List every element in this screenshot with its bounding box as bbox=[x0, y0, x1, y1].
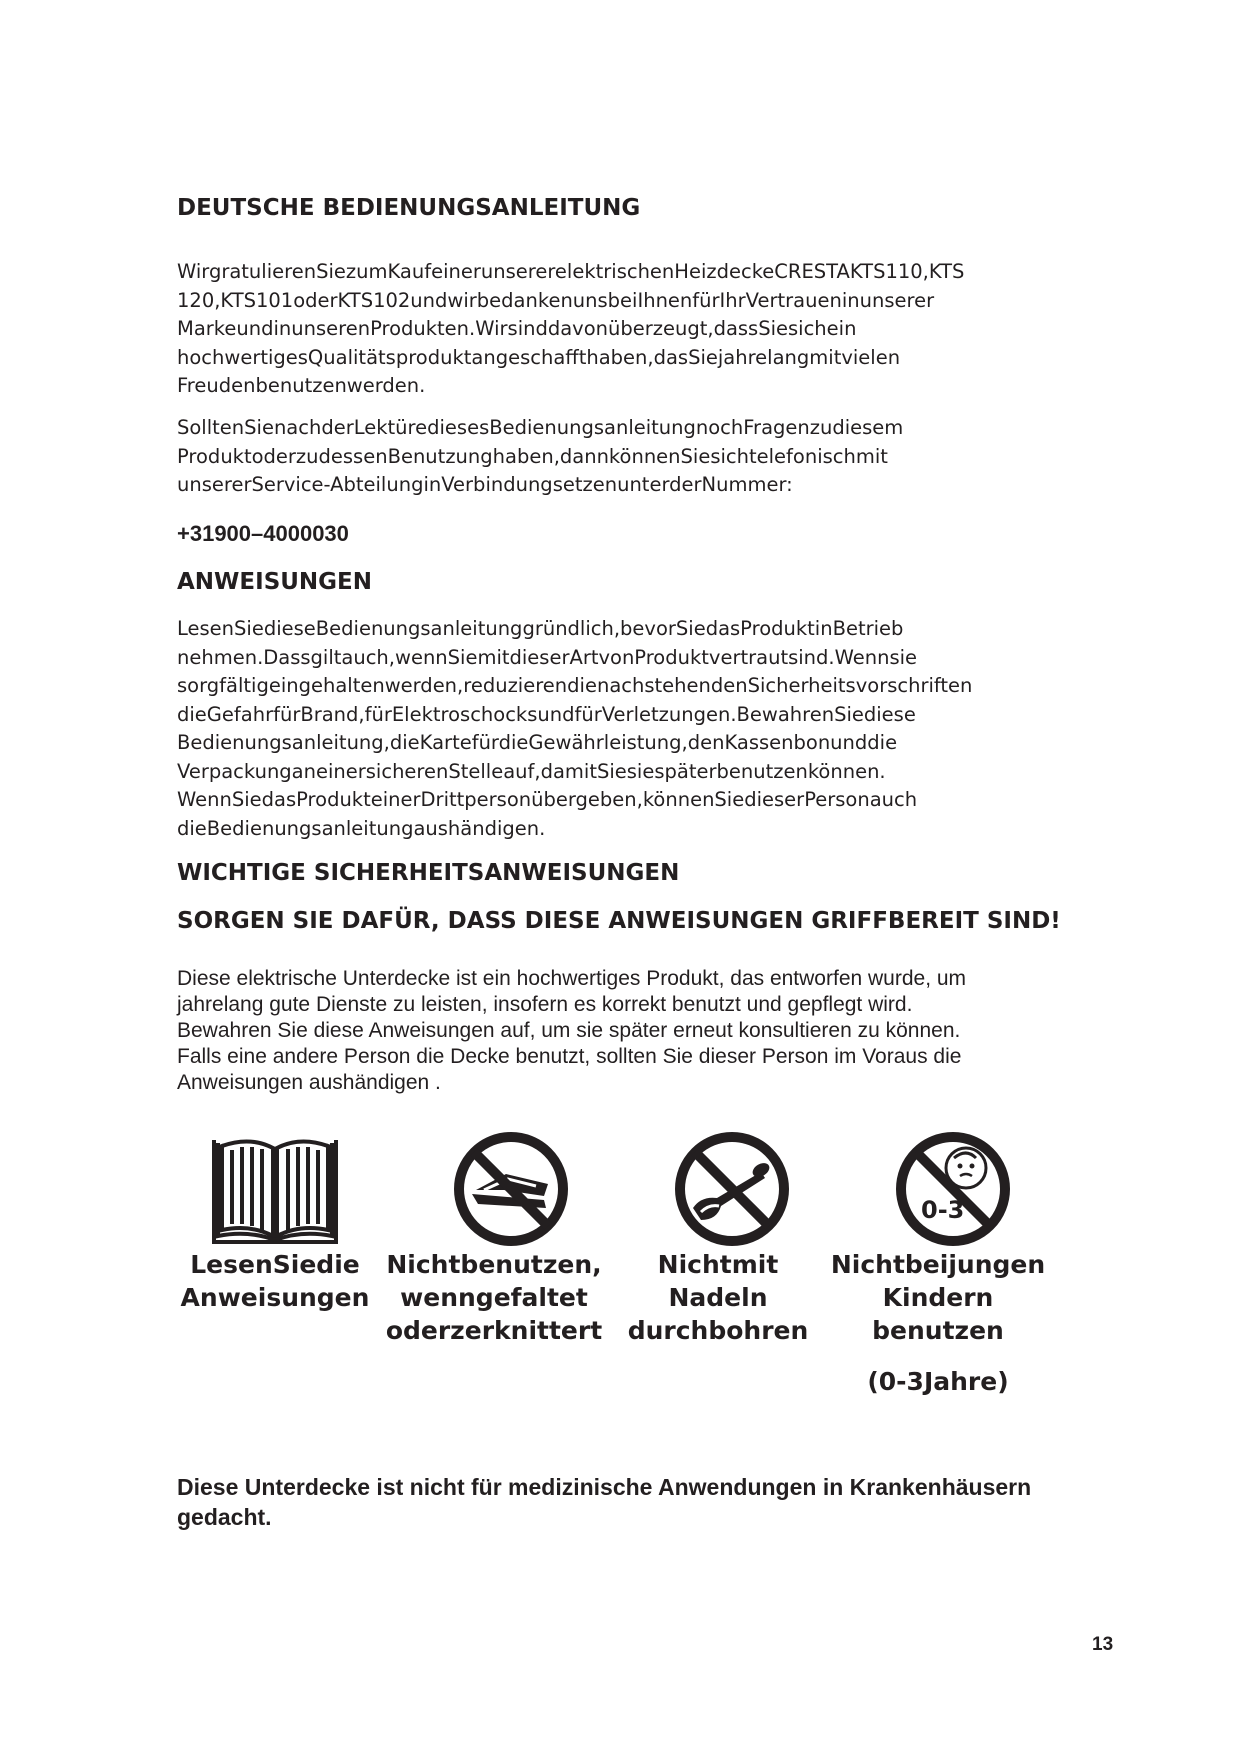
instructions-line: sorgfältigeingehaltenwerden,reduzierendienachstehendenSicherheitsvorschriften bbox=[177, 674, 973, 697]
safety-line: Anweisungen aushändigen . bbox=[177, 1071, 441, 1094]
intro-line: WirgratulierenSiezumKaufeinerunsererelektrischenHeizdeckeCRESTAKTS110,KTS bbox=[177, 260, 965, 283]
caption-line: Nadeln bbox=[668, 1283, 768, 1312]
instructions-line: LesenSiedieseBedienungsanleitunggründlich,bevorSiedasProduktinBetrieb bbox=[177, 617, 904, 640]
instructions-line: nehmen.Dassgiltauch,wennSiemitdieserArtvonProduktvertrautsind.Wennsie bbox=[177, 645, 918, 669]
intro-line: 120,KTS101oderKTS102undwirbedankenunsbeiIhnenfürIhrVertraueninunserer bbox=[177, 288, 935, 312]
safety-line: Diese elektrische Unterdecke ist ein hochwertiges Produkt, das entworfen wurde, um bbox=[177, 967, 967, 990]
caption-line: oderzerknittert bbox=[385, 1316, 603, 1345]
caption-line: durchbohren bbox=[627, 1316, 809, 1345]
no-children-icon bbox=[878, 1124, 1028, 1254]
caption-read-instructions bbox=[165, 1248, 385, 1314]
instructions-line: VerpackunganeinersicherenStelleauf,damitSiesiespäterbenutzenkönnen. bbox=[177, 759, 886, 783]
intro-line: MarkeundinunserenProdukten.Wirsinddavonüberzeugt,dassSiesichein bbox=[177, 317, 857, 340]
section-heading-safety: WICHTIGE SICHERHEITSANWEISUNGEN bbox=[177, 860, 680, 886]
safety-line: Falls eine andere Person die Decke benutzt, sollten Sie dieser Person im Voraus die bbox=[177, 1045, 962, 1068]
intro-line: Freudenbenutzenwerden. bbox=[177, 374, 426, 397]
caption-line: LesenSiedie bbox=[190, 1250, 360, 1279]
medical-use-note bbox=[177, 1472, 1097, 1532]
instructions-line: dieBedienungsanleitungaushändigen. bbox=[177, 816, 546, 840]
caption-line: Nichtbeijungen bbox=[830, 1250, 1046, 1279]
caption-line: Nichtbenutzen, bbox=[386, 1250, 602, 1279]
no-pins-icon bbox=[657, 1124, 807, 1254]
service-line: unsererService-AbteilunginVerbindungsetzenunterderNummer: bbox=[177, 473, 793, 496]
caption-line: Anweisungen bbox=[180, 1283, 370, 1312]
note-line: Diese Unterdecke ist nicht für medizinische Anwendungen in Krankenhäusern bbox=[177, 1474, 1032, 1500]
service-paragraph bbox=[177, 414, 1077, 500]
note-line: gedacht. bbox=[177, 1504, 272, 1530]
safety-line: jahrelang gute Dienste zu leisten, insofern es korrekt benutzt und gepflegt wird. bbox=[177, 993, 913, 1016]
caption-line: benutzen bbox=[872, 1316, 1004, 1345]
instructions-line: Bedienungsanleitung,dieKartefürdieGewährleistung,denKassenbonunddie bbox=[177, 731, 898, 754]
section-heading-keep-instructions: SORGEN SIE DAFÜR, DASS DIESE ANWEISUNGEN GRIFFBEREIT SIND! bbox=[177, 908, 1061, 934]
caption-line: Kindern bbox=[882, 1283, 994, 1312]
intro-paragraph bbox=[177, 258, 1077, 401]
service-line: ProduktoderzudessenBenutzunghaben,dannkönnenSiesichtelefonischmit bbox=[177, 444, 888, 468]
no-folding-icon bbox=[436, 1124, 586, 1254]
safety-paragraph bbox=[177, 966, 1077, 1096]
safety-line: Bewahren Sie diese Anweisungen auf, um sie später erneut konsultieren zu können. bbox=[177, 1019, 961, 1042]
intro-line: hochwertigesQualitätsproduktangeschaffthaben,dasSiejahrelangmitvielen bbox=[177, 345, 901, 369]
instructions-line: WennSiedasProdukteinerDrittpersonübergeben,könnenSiedieserPersonauch bbox=[177, 788, 918, 811]
service-phone-number: +31900–4000030 bbox=[177, 521, 349, 546]
age-badge-text: 0-3 bbox=[921, 1196, 965, 1224]
page-title: DEUTSCHE BEDIENUNGSANLEITUNG bbox=[177, 195, 641, 221]
caption-line: wenngefaltet bbox=[400, 1283, 588, 1312]
page-number: 13 bbox=[1092, 1634, 1114, 1655]
open-book-icon bbox=[200, 1126, 350, 1256]
caption-no-folding bbox=[384, 1248, 604, 1347]
instructions-paragraph bbox=[177, 615, 1077, 843]
caption-no-pins bbox=[608, 1248, 828, 1347]
instructions-line: dieGefahrfürBrand,fürElektroschocksundfürVerletzungen.BewahrenSiediese bbox=[177, 702, 916, 726]
caption-line: (0-3Jahre) bbox=[867, 1367, 1009, 1396]
caption-line: Nichtmit bbox=[657, 1250, 779, 1279]
caption-no-children bbox=[828, 1248, 1048, 1398]
section-heading-instructions: ANWEISUNGEN bbox=[177, 569, 373, 595]
service-line: SolltenSienachderLektürediesesBedienungsanleitungnochFragenzudiesem bbox=[177, 416, 904, 439]
